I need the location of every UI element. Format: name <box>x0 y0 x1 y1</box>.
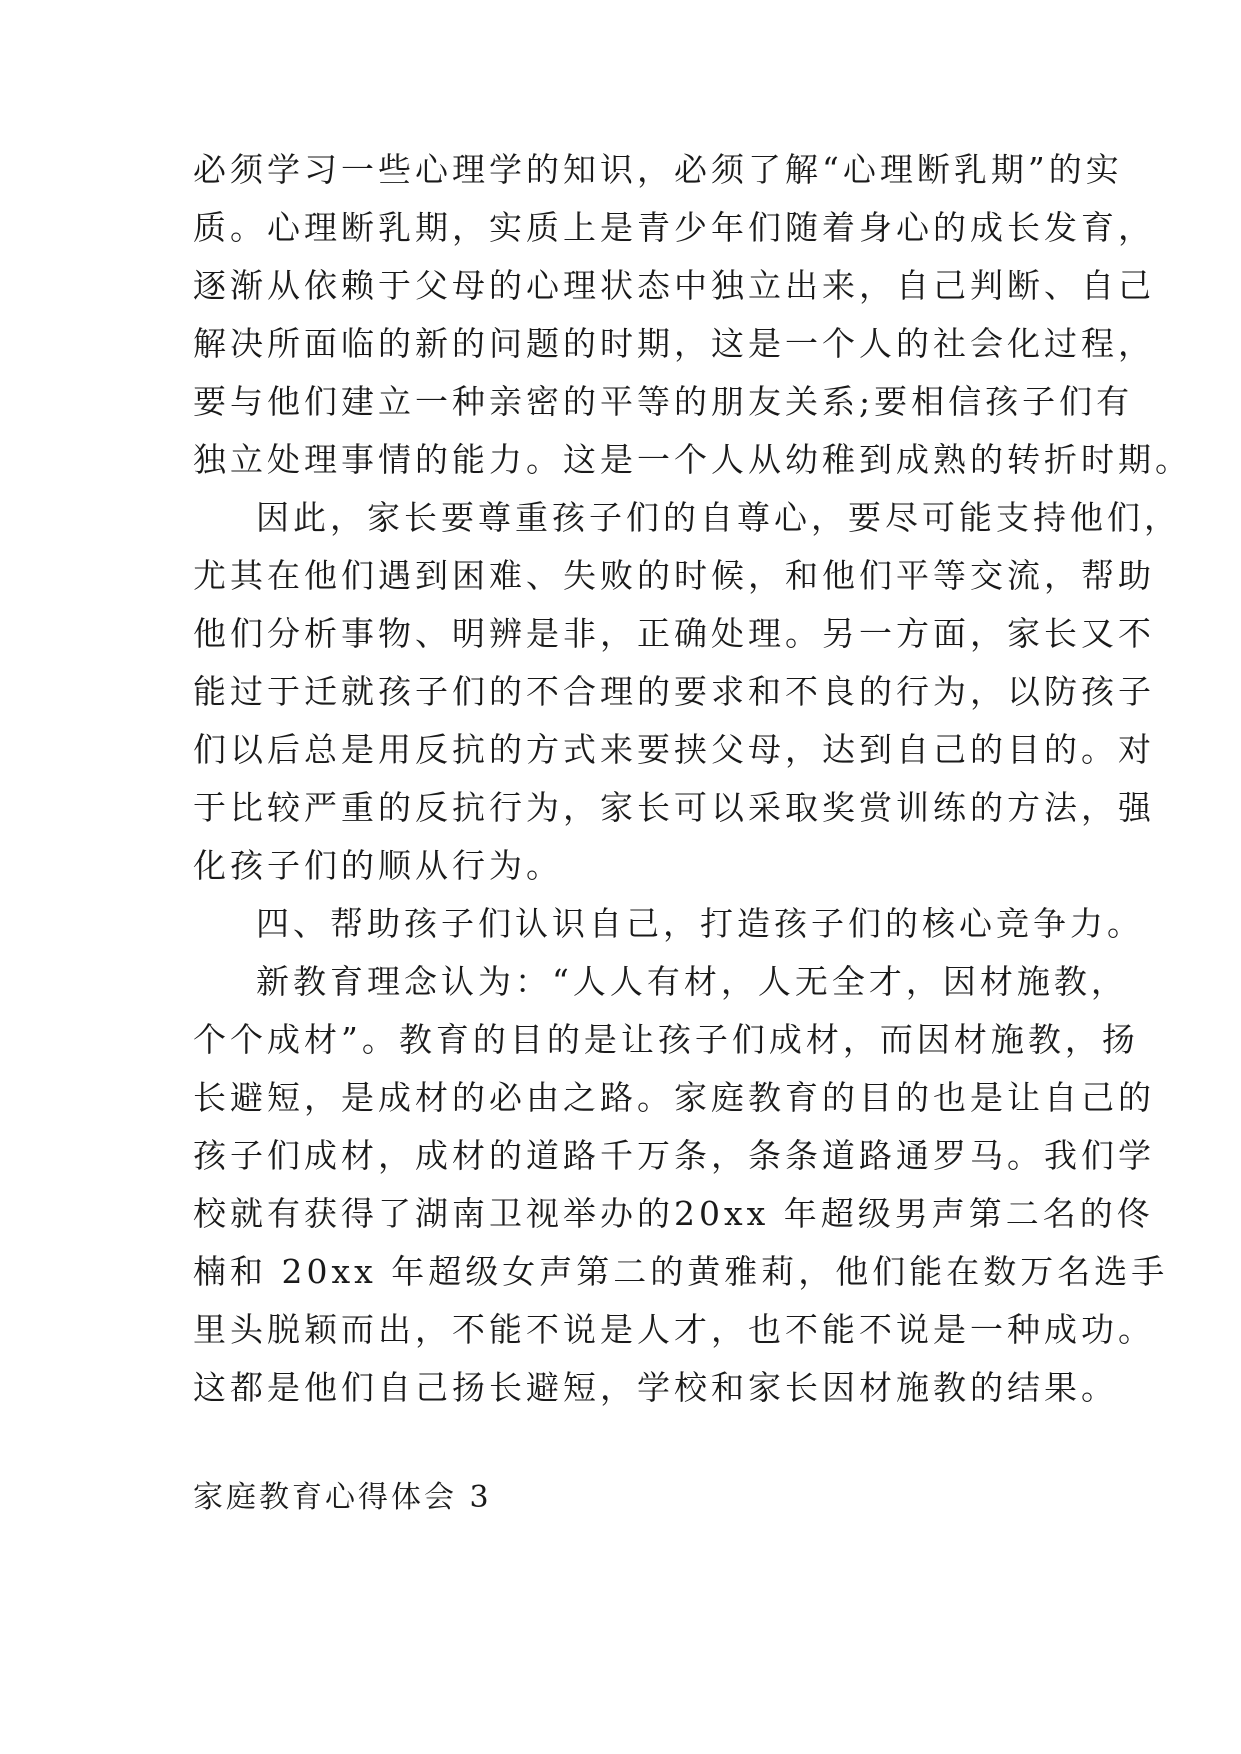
text-line: 个个成材”。教育的目的是让孩子们成材，而因材施教，扬 <box>193 1020 1139 1059</box>
text-line: 逐渐从依赖于父母的心理状态中独立出来，自己判断、自己 <box>193 266 1155 305</box>
text-line: 必须学习一些心理学的知识，必须了解“心理断乳期”的实 <box>193 150 1123 189</box>
text-line: 校就有获得了湖南卫视举办的20xx 年超级男声第二名的佟 <box>193 1194 1154 1233</box>
text-line: 化孩子们的顺从行为。 <box>193 846 563 885</box>
section-title: 家庭教育心得体会 3 <box>193 1480 492 1515</box>
text-line: 尤其在他们遇到困难、失败的时候，和他们平等交流，帮助 <box>193 556 1155 595</box>
paragraph-start-line: 因此，家长要尊重孩子们的自尊心，要尽可能支持他们， <box>256 498 1181 537</box>
text-line: 们以后总是用反抗的方式来要挟父母，达到自己的目的。对 <box>193 730 1155 769</box>
text-line: 能过于迁就孩子们的不合理的要求和不良的行为，以防孩子 <box>193 672 1155 711</box>
section-heading-line: 四、帮助孩子们认识自己，打造孩子们的核心竞争力。 <box>256 904 1144 943</box>
text-line: 孩子们成材，成材的道路千万条，条条道路通罗马。我们学 <box>193 1136 1155 1175</box>
text-line: 他们分析事物、明辨是非，正确处理。另一方面，家长又不 <box>193 614 1155 653</box>
text-line: 楠和 20xx 年超级女声第二的黄雅莉，他们能在数万名选手 <box>193 1252 1169 1291</box>
text-line: 解决所面临的新的问题的时期，这是一个人的社会化过程， <box>193 324 1155 363</box>
text-line: 要与他们建立一种亲密的平等的朋友关系;要相信孩子们有 <box>193 382 1134 421</box>
text-line: 里头脱颖而出，不能不说是人才，也不能不说是一种成功。 <box>193 1310 1155 1349</box>
text-line: 长避短，是成材的必由之路。家庭教育的目的也是让自己的 <box>193 1078 1155 1117</box>
text-line: 独立处理事情的能力。这是一个人从幼稚到成熟的转折时期。 <box>193 440 1192 479</box>
text-line: 这都是他们自己扬长避短，学校和家长因材施教的结果。 <box>193 1368 1118 1407</box>
text-line: 于比较严重的反抗行为，家长可以采取奖赏训练的方法，强 <box>193 788 1155 827</box>
text-line: 质。心理断乳期，实质上是青少年们随着身心的成长发育， <box>193 208 1155 247</box>
paragraph-start-line: 新教育理念认为：“人人有材，人无全才，因材施教， <box>256 962 1128 1001</box>
